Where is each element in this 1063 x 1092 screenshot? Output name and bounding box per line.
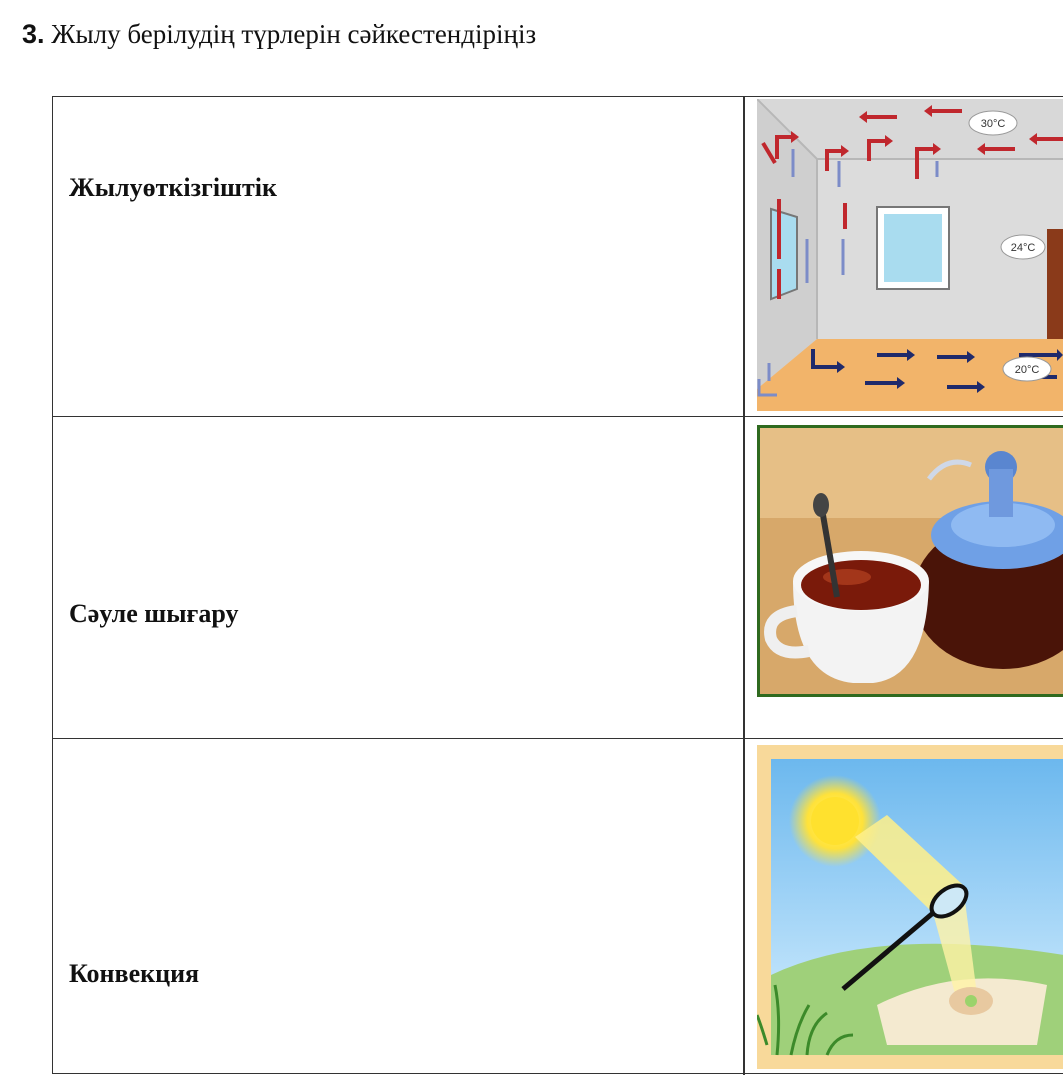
question-number: 3. (22, 19, 45, 49)
room-convection-image (757, 99, 1063, 411)
question-text: Жылу берілудің түрлерін сәйкестендіріңіз (51, 19, 537, 49)
term-label: Жылуөткізгіштік (69, 173, 277, 202)
sun-lens-image (757, 745, 1063, 1069)
column-divider (743, 417, 745, 738)
temp-label: 30°C (980, 118, 1006, 130)
table-row (53, 417, 1063, 739)
question-heading (22, 18, 536, 50)
matching-table (52, 96, 1063, 1074)
temp-label: 24°C (1010, 242, 1036, 254)
column-divider (743, 739, 745, 1075)
table-row (53, 97, 1063, 417)
term-label: Сәуле шығару (69, 599, 239, 628)
tea-cup-image (757, 425, 1063, 697)
column-divider (743, 97, 745, 416)
table-row (53, 739, 1063, 1075)
temp-label: 20°C (1014, 364, 1040, 376)
term-label: Конвекция (69, 959, 200, 988)
